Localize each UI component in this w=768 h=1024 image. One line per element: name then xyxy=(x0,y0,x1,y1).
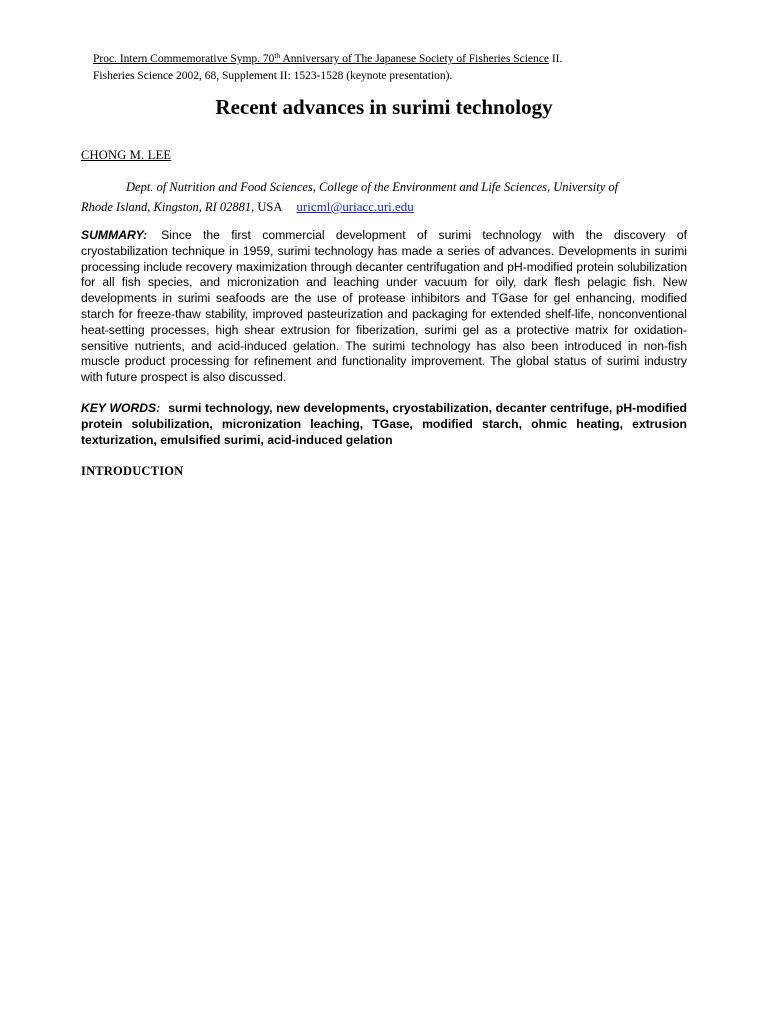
summary-label: SUMMARY: xyxy=(81,228,148,242)
summary-text: Since the first commercial development of surimi technology with the discovery of cryostabilization technique in 1959, surimi technology has made a series of advances. Developments in surimi processing include recovery maximization through decanter centrifugation and pH-modified protein solubilization for all fish species, and micronization and leaching under vacuum for oily, dark flesh pelagic fish. New developments in surimi seafoods are the use of protease inhibitors and TGase for gel enhancing, modified starch for freeze-thaw stability, improved pasteurization and packaging for extended shelf-life, nonconventional heat-setting processes, high shear extrusion for fiberization, surimi gel as a protective matrix for oxidation-sensitive nutrients, and acid-induced gelation. The surimi technology has also been introduced in non-fish muscle product processing for refinement and functionality improvement. The global status of surimi industry with future prospect is also discussed. xyxy=(81,228,687,385)
section-heading-introduction: INTRODUCTION xyxy=(81,464,184,478)
email-link[interactable]: uricml@uriacc.uri.edu xyxy=(296,199,414,214)
citation-header xyxy=(93,51,713,85)
author-affiliation xyxy=(81,178,691,217)
author-name: CHONG M. LEE xyxy=(81,148,172,162)
keywords-paragraph xyxy=(81,401,687,448)
citation-superscript: th xyxy=(274,51,281,60)
citation-journal-link-text xyxy=(93,53,549,65)
summary-paragraph xyxy=(81,228,687,386)
citation-line-2: Fisheries Science 2002, 68, Supplement II: 1523-1528 (keynote presentation). xyxy=(93,70,453,82)
affiliation-line-2 xyxy=(81,197,691,217)
citation-volume: II. xyxy=(548,53,563,65)
page-title: Recent advances in surimi technology xyxy=(215,95,553,119)
citation-proceedings-name: Proc. Intern Commemorative Symp. 70 xyxy=(93,53,275,65)
affiliation-country: USA xyxy=(254,200,283,214)
keywords-text: surmi technology, new developments, cryostabilization, decanter centrifuge, pH-modified protein solubilization, micronization leaching, TGase, modified starch, ohmic heating, extrusion texturization, emulsified surimi, acid-induced gelation xyxy=(81,401,688,447)
keywords-label: KEY WORDS: xyxy=(81,401,161,415)
affiliation-location: Rhode Island, Kingston, RI 02881, xyxy=(81,200,255,214)
citation-proceedings-name-rest: Anniversary of The Japanese Society of Fisheries Science xyxy=(280,53,549,65)
affiliation-line-1: Dept. of Nutrition and Food Sciences, College of the Environment and Life Sciences, University of xyxy=(126,180,619,194)
citation-line-1 xyxy=(93,51,713,68)
